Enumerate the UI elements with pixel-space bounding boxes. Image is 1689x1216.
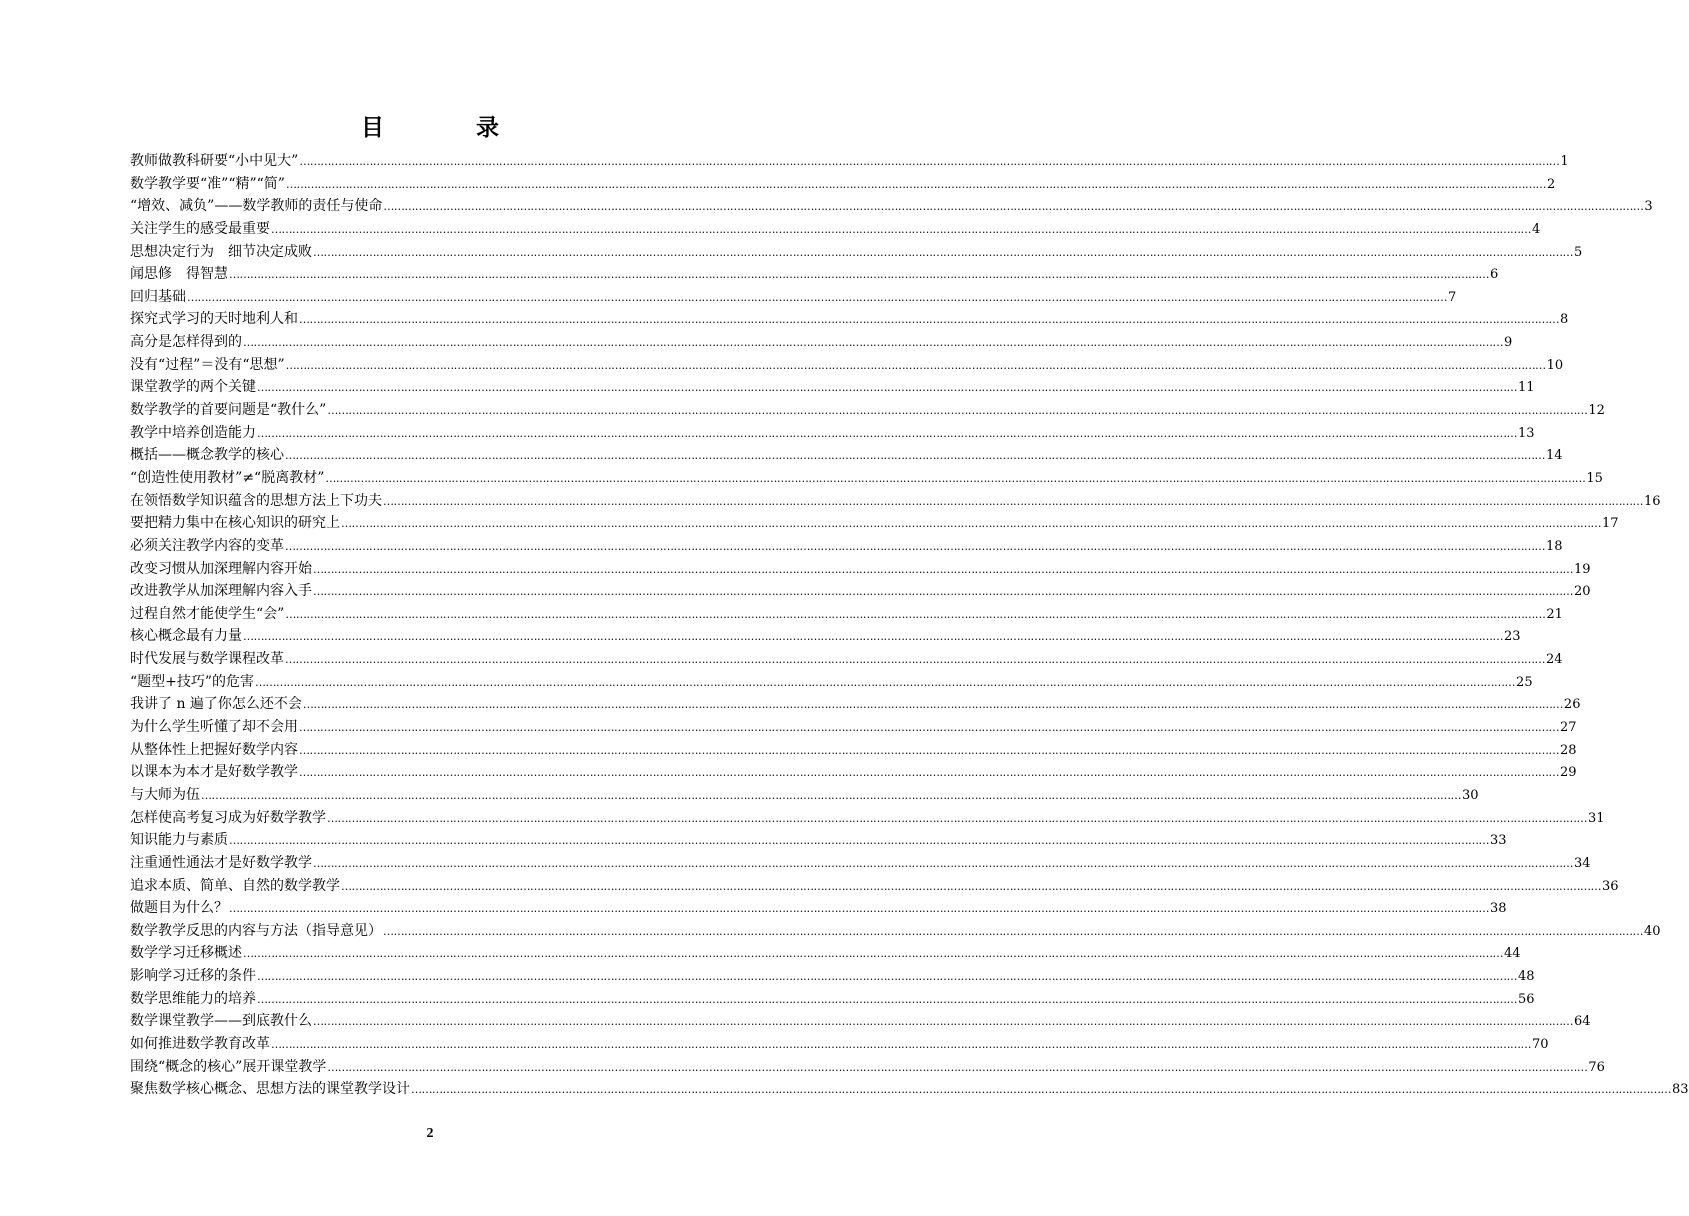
toc-entry[interactable]	[130, 739, 1577, 762]
toc-entry[interactable]	[130, 829, 1507, 852]
toc-entry-page: 6	[1490, 267, 1499, 283]
toc-entry-page: 11	[1518, 380, 1535, 396]
toc-entry[interactable]	[130, 671, 1533, 694]
toc-entry-page: 28	[1560, 742, 1577, 758]
toc-leader-dots: ………………………………………………………………………………………………………………………………………………………………………………………………………………………………………………………………………………………………………………………………	[257, 381, 1517, 395]
toc-entry-page: 23	[1504, 629, 1521, 645]
toc-entry[interactable]	[130, 1033, 1549, 1056]
toc-entry-page: 8	[1560, 312, 1569, 328]
toc-entry-page: 19	[1574, 561, 1591, 577]
toc-leader-dots: ………………………………………………………………………………………………………………………………………………………………………………………………………………………………………………………………………………………………………………………………	[257, 992, 1517, 1006]
toc-leader-dots: ………………………………………………………………………………………………………………………………………………………………………………………………………………………………………………………………………………………………………………………………	[325, 471, 1586, 485]
toc-leader-dots: ………………………………………………………………………………………………………………………………………………………………………………………………………………………………………………………………………………………………………………………………	[257, 970, 1517, 984]
toc-entry-page: 70	[1532, 1036, 1549, 1052]
toc-heading-char-2: 录	[476, 115, 499, 141]
toc-entry-title: 从整体性上把握好数学内容	[130, 741, 298, 758]
toc-entry-page: 14	[1546, 448, 1563, 464]
toc-entry-page: 2	[1546, 176, 1556, 192]
toc-entry-title: 回归基础	[130, 288, 186, 305]
toc-entry-page: 4	[1532, 221, 1541, 237]
toc-entry[interactable]	[130, 354, 1564, 377]
toc-leader-dots: ………………………………………………………………………………………………………………………………………………………………………………………………………………………………………………………………………………………………………………………………	[383, 200, 1644, 214]
toc-leader-dots: ………………………………………………………………………………………………………………………………………………………………………………………………………………………………………………………………………………………………………………………………	[257, 426, 1517, 440]
toc-entry-title: 数学教学的首要问题是“教什么”	[130, 402, 327, 419]
toc-entry-title: 为什么学生听懂了却不会用	[130, 719, 298, 736]
toc-leader-dots: ………………………………………………………………………………………………………………………………………………………………………………………………………………………………………………………………………………………………………………………………	[341, 879, 1601, 893]
toc-entry-title: 数学教学要“准”“精”“简”	[130, 175, 285, 192]
toc-entry-page: 30	[1462, 787, 1479, 803]
toc-entry-page: 64	[1574, 1014, 1591, 1030]
toc-entry-page: 16	[1644, 493, 1661, 509]
toc-entry[interactable]	[130, 512, 1619, 535]
toc-entry-page: 24	[1546, 652, 1563, 668]
toc-entry-page: 25	[1516, 674, 1533, 690]
toc-leader-dots: ………………………………………………………………………………………………………………………………………………………………………………………………………………………………………………………………………………………………………………………………	[243, 336, 1503, 350]
toc-entry-page: 9	[1504, 335, 1513, 351]
toc-entry-page: 34	[1574, 855, 1591, 871]
toc-leader-dots: ………………………………………………………………………………………………………………………………………………………………………………………………………………………………………………………………………………………………………………………………	[313, 562, 1573, 576]
toc-entry-title: 我讲了 n 遍了你怎么还不会	[130, 696, 302, 713]
toc-leader-dots: ………………………………………………………………………………………………………………………………………………………………………………………………………………………………………………………………………………………………………………………………	[299, 155, 1560, 168]
toc-leader-dots: ………………………………………………………………………………………………………………………………………………………………………………………………………………………………………………………………………………………………………………………………	[229, 268, 1489, 282]
toc-entry-title: 高分是怎样得到的	[130, 334, 242, 351]
toc-leader-dots: ………………………………………………………………………………………………………………………………………………………………………………………………………………………………………………………………………………………………………………………………	[285, 358, 1546, 372]
toc-entry[interactable]	[130, 648, 1563, 671]
toc-entry-title: 要把精力集中在核心知识的研究上	[130, 515, 340, 532]
toc-entry-page: 33	[1490, 833, 1507, 849]
toc-entry[interactable]	[130, 897, 1507, 920]
toc-entry[interactable]	[130, 241, 1583, 264]
toc-entry-page: 15	[1586, 470, 1603, 486]
toc-leader-dots: ………………………………………………………………………………………………………………………………………………………………………………………………………………………………………………………………………………………………………………………………	[285, 449, 1545, 463]
toc-leader-dots: ………………………………………………………………………………………………………………………………………………………………………………………………………………………………………………………………………………………………………………………………	[383, 924, 1643, 938]
toc-leader-dots: ………………………………………………………………………………………………………………………………………………………………………………………………………………………………………………………………………………………………………………………………	[299, 313, 1559, 327]
toc-entry-page: 26	[1563, 697, 1581, 713]
toc-entry[interactable]	[130, 558, 1591, 581]
toc-entry-page: 12	[1588, 403, 1605, 419]
toc-entry[interactable]	[130, 535, 1563, 558]
toc-leader-dots: ………………………………………………………………………………………………………………………………………………………………………………………………………………………………………………………………………………………………………………………………	[383, 494, 1643, 508]
toc-leader-dots: ………………………………………………………………………………………………………………………………………………………………………………………………………………………………………………………………………………………………………………………………	[313, 856, 1573, 870]
toc-entry-title: 注重通性通法才是好数学教学	[130, 854, 312, 871]
toc-entry-title: 必须关注教学内容的变革	[130, 537, 284, 554]
toc-entry-page: 44	[1504, 946, 1521, 962]
toc-entry-page: 5	[1574, 244, 1583, 260]
toc-entry-title: 在领悟数学知识蕴含的思想方法上下功夫	[130, 492, 382, 509]
toc-entry-title: 没有“过程”＝没有“思想”	[130, 356, 285, 373]
toc-entry[interactable]	[130, 1056, 1605, 1079]
toc-entry[interactable]	[130, 422, 1535, 445]
toc-entry[interactable]	[130, 625, 1521, 648]
toc-entry-title: “题型+技巧”的危害	[130, 673, 255, 690]
table-of-contents	[130, 150, 1689, 1101]
toc-entry-title: 改进教学从加深理解内容入手	[130, 583, 312, 600]
toc-entry-title: 与大师为伍	[130, 786, 200, 803]
toc-entry-page: 27	[1560, 720, 1577, 736]
toc-leader-dots: ………………………………………………………………………………………………………………………………………………………………………………………………………………………………………………………………………………………………………………………………	[313, 1015, 1573, 1029]
toc-entry[interactable]	[130, 716, 1577, 739]
toc-entry-title: 追求本质、简单、自然的数学教学	[130, 877, 340, 894]
toc-entry-title: 教师做教科研要“小中见大”	[130, 153, 299, 169]
toc-entry-page: 29	[1560, 765, 1577, 781]
toc-entry-title: 数学教学反思的内容与方法（指导意见）	[130, 922, 382, 939]
toc-leader-dots: ………………………………………………………………………………………………………………………………………………………………………………………………………………………………………………………………………………………………………………………………	[327, 811, 1587, 825]
toc-entry-title: 数学学习迁移概述	[130, 945, 242, 962]
toc-leader-dots: ………………………………………………………………………………………………………………………………………………………………………………………………………………………………………………………………………………………………………………………………	[302, 698, 1563, 712]
toc-leader-dots: ………………………………………………………………………………………………………………………………………………………………………………………………………………………………………………………………………………………………………………………………	[243, 947, 1503, 961]
toc-entry[interactable]	[130, 263, 1499, 286]
toc-entry[interactable]	[130, 784, 1479, 807]
toc-heading	[0, 112, 860, 144]
toc-entry[interactable]	[130, 150, 1569, 173]
toc-entry[interactable]	[130, 693, 1581, 716]
toc-entry-page: 18	[1546, 538, 1563, 554]
toc-leader-dots: ………………………………………………………………………………………………………………………………………………………………………………………………………………………………………………………………………………………………………………………………	[313, 585, 1573, 599]
toc-entry-page: 40	[1644, 923, 1661, 939]
toc-leader-dots: ………………………………………………………………………………………………………………………………………………………………………………………………………………………………………………………………………………………………………………………………	[187, 290, 1447, 304]
toc-entry-title: 影响学习迁移的条件	[130, 968, 256, 985]
toc-entry-page: 56	[1518, 991, 1535, 1007]
toc-entry[interactable]	[130, 988, 1535, 1011]
toc-entry[interactable]	[130, 1078, 1689, 1101]
toc-entry-title: “增效、减负”——数学教师的责任与使命	[130, 198, 383, 215]
toc-leader-dots: ………………………………………………………………………………………………………………………………………………………………………………………………………………………………………………………………………………………………………………………………	[255, 675, 1516, 689]
toc-leader-dots: ………………………………………………………………………………………………………………………………………………………………………………………………………………………………………………………………………………………………………………………………	[327, 404, 1588, 418]
toc-entry[interactable]	[130, 761, 1577, 784]
toc-leader-dots: ………………………………………………………………………………………………………………………………………………………………………………………………………………………………………………………………………………………………………………………………	[243, 630, 1503, 644]
toc-entry[interactable]	[130, 376, 1535, 399]
toc-leader-dots: ………………………………………………………………………………………………………………………………………………………………………………………………………………………………………………………………………………………………………………………………	[299, 721, 1559, 735]
toc-entry-page: 1	[1560, 154, 1569, 169]
toc-entry[interactable]	[130, 308, 1569, 331]
toc-entry-title: 时代发展与数学课程改革	[130, 651, 284, 668]
toc-entry[interactable]	[130, 218, 1541, 241]
toc-entry-title: 探究式学习的天时地利人和	[130, 311, 298, 328]
toc-entry-title: 数学课堂教学——到底教什么	[130, 1013, 312, 1030]
toc-entry-page: 36	[1602, 878, 1619, 894]
toc-entry[interactable]	[130, 920, 1661, 943]
toc-entry-page: 20	[1574, 584, 1591, 600]
toc-entry-title: 聚焦数学核心概念、思想方法的课堂教学设计	[130, 1081, 410, 1098]
toc-entry[interactable]	[130, 603, 1563, 626]
toc-entry-page: 83	[1672, 1082, 1689, 1098]
toc-entry-title: “创造性使用教材”≠“脱离教材”	[130, 469, 325, 486]
toc-leader-dots: ………………………………………………………………………………………………………………………………………………………………………………………………………………………………………………………………………………………………………………………………	[411, 1083, 1671, 1097]
toc-leader-dots: ………………………………………………………………………………………………………………………………………………………………………………………………………………………………………………………………………………………………………………………………	[285, 653, 1545, 667]
toc-entry-page: 10	[1546, 357, 1564, 373]
toc-entry-title: 改变习惯从加深理解内容开始	[130, 560, 312, 577]
toc-entry[interactable]	[130, 965, 1535, 988]
toc-entry-page: 48	[1518, 969, 1535, 985]
toc-leader-dots: ………………………………………………………………………………………………………………………………………………………………………………………………………………………………………………………………………………………………………………………………	[201, 788, 1461, 802]
toc-entry-page: 21	[1546, 606, 1563, 622]
toc-entry-title: 过程自然才能使学生“会”	[130, 605, 285, 622]
toc-leader-dots: ………………………………………………………………………………………………………………………………………………………………………………………………………………………………………………………………………………………………………………………………	[229, 834, 1489, 848]
toc-entry-title: 教学中培养创造能力	[130, 424, 256, 441]
toc-entry-title: 思想决定行为 细节决定成败	[130, 243, 312, 260]
toc-entry-page: 17	[1602, 516, 1619, 532]
toc-leader-dots: ………………………………………………………………………………………………………………………………………………………………………………………………………………………………………………………………………………………………………………………………	[285, 177, 1546, 191]
toc-entry[interactable]	[130, 490, 1661, 513]
toc-entry[interactable]	[130, 331, 1513, 354]
toc-leader-dots: ………………………………………………………………………………………………………………………………………………………………………………………………………………………………………………………………………………………………………………………………	[285, 539, 1545, 553]
toc-leader-dots: ………………………………………………………………………………………………………………………………………………………………………………………………………………………………………………………………………………………………………………………………	[299, 766, 1559, 780]
toc-entry-title: 闻思修 得智慧	[130, 266, 228, 283]
toc-entry-page: 76	[1588, 1059, 1605, 1075]
toc-entry[interactable]	[130, 467, 1603, 490]
toc-leader-dots: ………………………………………………………………………………………………………………………………………………………………………………………………………………………………………………………………………………………………………………………………	[229, 902, 1489, 916]
toc-entry[interactable]	[130, 444, 1563, 467]
page-number: 2	[426, 1126, 434, 1141]
toc-entry-title: 关注学生的感受最重要	[130, 220, 270, 237]
toc-entry-title: 做题目为什么？	[130, 900, 228, 917]
toc-leader-dots: ………………………………………………………………………………………………………………………………………………………………………………………………………………………………………………………………………………………………………………………………	[299, 743, 1559, 757]
toc-entry-title: 怎样使高考复习成为好数学教学	[130, 809, 326, 826]
toc-entry[interactable]	[130, 875, 1619, 898]
toc-entry[interactable]	[130, 807, 1605, 830]
toc-entry-title: 数学思维能力的培养	[130, 990, 256, 1007]
toc-leader-dots: ………………………………………………………………………………………………………………………………………………………………………………………………………………………………………………………………………………………………………………………………	[285, 607, 1546, 621]
toc-leader-dots: ………………………………………………………………………………………………………………………………………………………………………………………………………………………………………………………………………………………………………………………………	[341, 517, 1601, 531]
toc-entry[interactable]	[130, 286, 1457, 309]
toc-entry-title: 核心概念最有力量	[130, 628, 242, 645]
toc-entry[interactable]	[130, 195, 1653, 218]
toc-entry[interactable]	[130, 942, 1521, 965]
toc-entry-page: 13	[1518, 425, 1535, 441]
toc-leader-dots: ………………………………………………………………………………………………………………………………………………………………………………………………………………………………………………………………………………………………………………………………	[271, 1037, 1531, 1051]
toc-leader-dots: ………………………………………………………………………………………………………………………………………………………………………………………………………………………………………………………………………………………………………………………………	[313, 245, 1573, 259]
toc-entry-page: 3	[1644, 199, 1653, 215]
toc-entry-page: 7	[1448, 289, 1457, 305]
toc-entry-title: 以课本为本才是好数学教学	[130, 764, 298, 781]
toc-entry[interactable]	[130, 580, 1591, 603]
toc-entry-title: 围绕“概念的核心”展开课堂教学	[130, 1058, 327, 1075]
toc-entry[interactable]	[130, 399, 1605, 422]
toc-entry[interactable]	[130, 173, 1556, 196]
toc-entry-title: 知识能力与素质	[130, 832, 228, 849]
toc-leader-dots: ………………………………………………………………………………………………………………………………………………………………………………………………………………………………………………………………………………………………………………………………	[271, 222, 1531, 236]
toc-entry-title: 概括——概念教学的核心	[130, 447, 284, 464]
toc-entry-page: 31	[1588, 810, 1605, 826]
toc-entry-title: 课堂教学的两个关键	[130, 379, 256, 396]
toc-entry-title: 如何推进数学教育改革	[130, 1035, 270, 1052]
toc-leader-dots: ………………………………………………………………………………………………………………………………………………………………………………………………………………………………………………………………………………………………………………………………	[327, 1060, 1588, 1074]
toc-entry[interactable]	[130, 852, 1591, 875]
toc-entry[interactable]	[130, 1010, 1591, 1033]
toc-heading-char-1: 目	[361, 115, 384, 141]
toc-entry-page: 38	[1490, 901, 1507, 917]
